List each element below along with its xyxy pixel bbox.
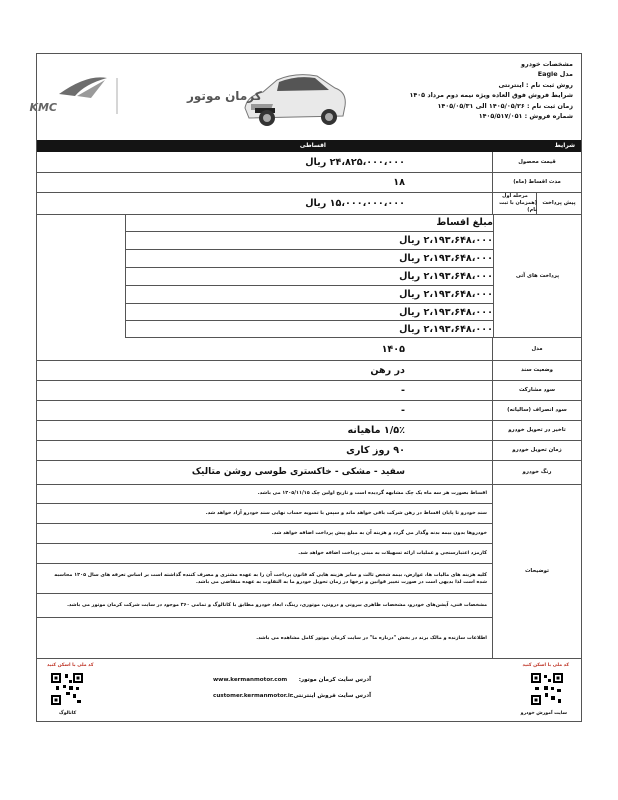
- installment-amount: ۲،۱۹۳،۶۴۸،۰۰۰ ریال: [399, 289, 493, 300]
- installment-amount: ۲،۱۹۳،۶۴۸،۰۰۰ ریال: [399, 323, 493, 335]
- note-item: مشخصات فنی، آپشن‌های خودرو، مشخصات ظاهری بیرونی و درونی، موتوری، رینگ، ابعاد خودرو مطابق با کاتالوگ و تمامی ۳۶۰ موجود در سایت شرکت کرمان موتور می باشد.: [37, 594, 493, 618]
- delivery-row: [37, 440, 581, 461]
- spec-line: شرایط فروش فوق العاده ویژه نیمه دوم مرداد ۱۴۰۵: [409, 91, 573, 100]
- site2-link[interactable]: customer.kermanmotor.ir: [213, 693, 293, 699]
- profit-label: سود مشارکت: [492, 380, 581, 400]
- installment-amount: ۲،۱۹۳،۶۴۸،۰۰۰ ریال: [399, 235, 493, 246]
- model-value: ۱۴۰۵: [381, 343, 405, 355]
- term-value: ۱۸: [393, 176, 405, 188]
- installments-header: [125, 214, 493, 232]
- installment-row: [125, 321, 493, 338]
- prepay-stage: [492, 192, 537, 214]
- note-item: کلیه هزینه های مالیات ها، عوارض، بیمه شخص ثالث و سایر هزینه هایی که قانون پرداخت آن را به عهده مشتری و مصرف کننده گذاشته است بر اساس تعرفه های سال ۱۴۰۵ محاسبه شده است لذا بدیهی است در صورت تغییر قوانین و نرخها در زمان تحویل خودرو ما به التفاوت به عهده متقاضی می باشد.: [37, 564, 493, 594]
- cancel-row: [37, 400, 581, 421]
- spec-line: زمان ثبت نام : ۱۴۰۵/۰۵/۲۶ الی ۱۴۰۵/۰۵/۳۱: [437, 101, 573, 110]
- right-qr-caption: کد ملی با اسکن کنید: [522, 663, 569, 668]
- color-row: [37, 460, 581, 485]
- left-qr-bottom: کاتالوگ: [59, 711, 77, 716]
- conditions-label: شرایط: [554, 142, 575, 149]
- delivery-label: زمان تحویل خودرو: [492, 440, 581, 460]
- installment-row: [125, 268, 493, 286]
- prepay-stage-1: مرحله اول: [502, 192, 528, 199]
- kmc-logo-icon: [29, 66, 262, 126]
- brand-logo: [29, 66, 262, 126]
- term-label: مدت اقساط (ماه): [492, 172, 581, 192]
- column-divider: [125, 214, 126, 338]
- installments-label: پرداخت های آتی: [493, 214, 581, 338]
- profit-value: -: [401, 384, 405, 396]
- spec-line: مدل Eagle: [537, 70, 573, 79]
- notes-section: [37, 484, 581, 659]
- doc-value: در رهن: [370, 364, 405, 376]
- delivery-value: ۹۰ روز کاری: [346, 444, 405, 456]
- spec-line: مشخصات خودرو: [521, 60, 573, 68]
- price-value: ۲۴،۸۲۵،۰۰۰،۰۰۰ ریال: [305, 156, 405, 168]
- sheet-footer: [37, 658, 581, 723]
- installment-amount: ۲،۱۹۳،۶۴۸،۰۰۰ ریال: [399, 271, 493, 282]
- price-sheet: [29, 53, 582, 722]
- sheet-header: [29, 54, 581, 141]
- prepay-label: پیش پرداخت: [536, 192, 581, 214]
- doc-label: وضعیت سند: [492, 360, 581, 380]
- note-item: اقساط بصورت هر سه ماه یک چک مشابهه گردیده است و تاریخ اولین چک ۱۴۰۵/۱۱/۱۵ می باشد.: [37, 484, 493, 504]
- right-qr-bottom: سایت آموزش خودرو: [520, 711, 567, 716]
- site1-label: آدرس سایت کرمان موتور:: [298, 677, 371, 683]
- installment-type: اقساطی: [299, 142, 326, 149]
- prepay-row: [37, 192, 581, 215]
- price-row: [37, 152, 581, 173]
- installment-amount: ۲،۱۹۳،۶۴۸،۰۰۰ ریال: [399, 253, 493, 264]
- installment-row: [125, 286, 493, 304]
- prepay-stage-2: (همزمان با ثبت نام): [499, 199, 537, 213]
- note-item: سند خودرو تا پایان اقساط در رهن شرکت باقی خواهد ماند و سپس با تسویه حساب نهایی سند خودرو آزاد خواهد شد.: [37, 504, 493, 524]
- installment-amount: ۲،۱۹۳،۶۴۸،۰۰۰ ریال: [399, 306, 493, 318]
- right-qr-icon[interactable]: [529, 671, 565, 707]
- site2-label: آدرس سایت فروش اینترنتی:: [291, 693, 371, 699]
- notes-label: توضیحات: [492, 484, 581, 658]
- installment-row: [125, 250, 493, 268]
- note-item: خودروها بدون بیمه بدنه وگذار می گردد و هزینه آن به مبلغ پیش پرداخت اضافه خواهد شد.: [37, 524, 493, 544]
- logo-latin: KMC: [29, 101, 57, 114]
- late-row: [37, 420, 581, 441]
- term-row: [37, 172, 581, 193]
- late-value: ۱/۵٪ ماهیانه: [347, 424, 405, 436]
- cancel-label: سود انصراف (سالیانه): [492, 400, 581, 420]
- left-qr-icon[interactable]: [49, 671, 85, 707]
- doc-row: [37, 360, 581, 381]
- cancel-value: -: [401, 404, 405, 416]
- color-label: رنگ خودرو: [492, 460, 581, 484]
- late-label: تاخیر در تحویل خودرو: [492, 420, 581, 440]
- color-value: سفید - مشکی - خاکستری طوسی روشن متالیک: [191, 467, 405, 477]
- installment-row: [125, 232, 493, 250]
- model-label: مدل: [492, 338, 581, 360]
- installment-row: [125, 304, 493, 321]
- site1-link[interactable]: www.kermanmotor.com: [213, 677, 288, 683]
- spec-line: شماره فروش : ۱۴۰۵/۵۱۷/۰۵۱: [478, 112, 573, 121]
- note-item: اطلاعات سازنده و مالک برند در بخش "درباره ما" در سایت کرمان موتور کامل مشاهده می باشد.: [256, 634, 487, 641]
- profit-row: [37, 380, 581, 401]
- conditions-bar: [37, 140, 581, 152]
- installments-block: [37, 214, 581, 338]
- price-label: قیمت محصول: [492, 152, 581, 172]
- spec-block: [338, 59, 573, 121]
- spec-line: روش ثبت نام : اینترنتی: [498, 80, 573, 89]
- prepay-value: ۱۵،۰۰۰،۰۰۰،۰۰۰ ریال: [305, 197, 405, 209]
- left-qr-caption: کد ملی با اسکن کنید: [47, 663, 94, 668]
- note-item: کارمزد اعتبارسنجی و عملیات ارائه تسهیلات به مبنی پرداخت اضافه خواهد شد.: [37, 544, 493, 564]
- installments-header-text: مبلغ اقساط: [436, 217, 493, 228]
- model-row: [37, 338, 581, 361]
- logo-farsi: کرمان موتور: [187, 89, 262, 103]
